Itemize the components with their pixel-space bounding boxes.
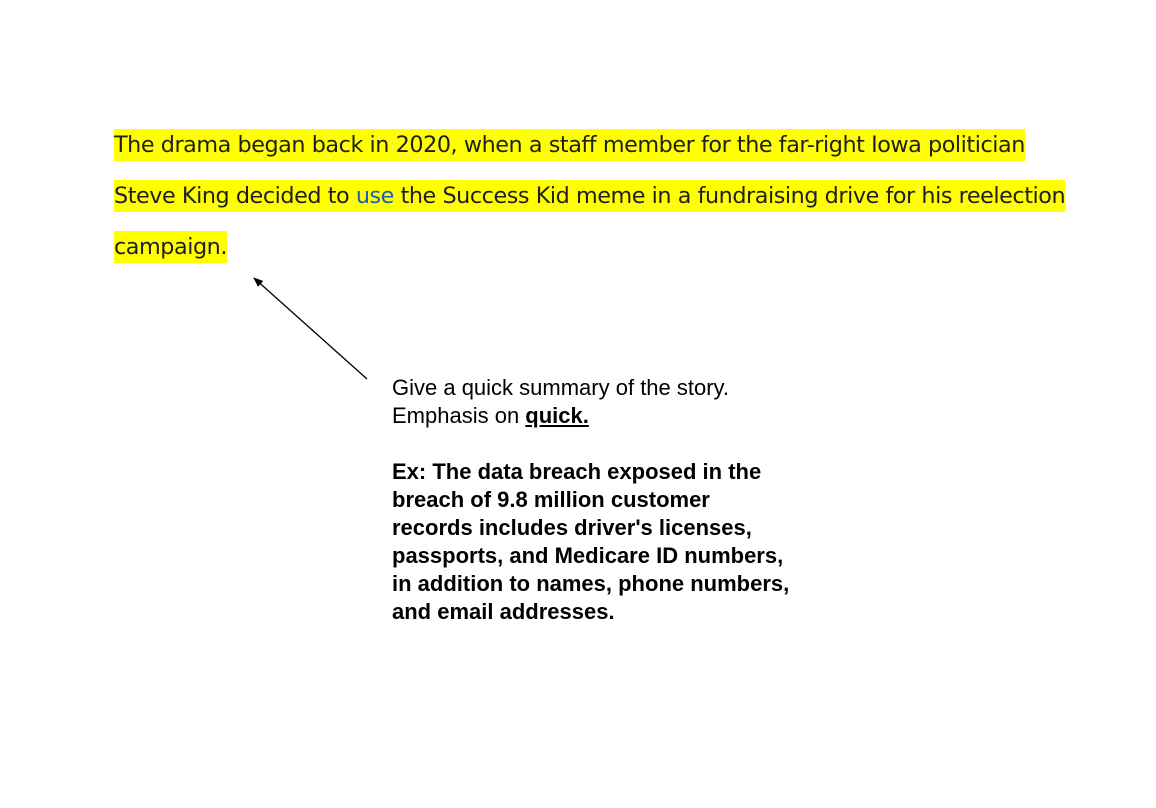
use-link[interactable]: use xyxy=(355,183,394,209)
arrow-line xyxy=(254,278,367,379)
paragraph-line-2 xyxy=(114,171,1074,222)
note-example: Ex: The data breach exposed in the breach of 9.8 million customer records includes driver's licenses, passports, and Medicare ID numbers, in addition to names, phone numbers, and email addresses. xyxy=(392,459,790,624)
line-2-after-link: the Success Kid meme in a fundraising drive for his reelection xyxy=(393,183,1066,209)
note-emphasis-line: Emphasis on quick. xyxy=(392,403,589,428)
quick-emphasis: quick. xyxy=(525,403,589,428)
paragraph-line-3: campaign. xyxy=(114,222,1074,273)
note-instruction: Give a quick summary of the story. xyxy=(392,375,730,400)
highlighted-paragraph xyxy=(114,120,1074,273)
paragraph-line-1: The drama began back in 2020, when a staff member for the far-right Iowa politician xyxy=(114,120,1074,171)
line-2-before-link: Steve King decided to xyxy=(114,183,356,209)
annotation-note xyxy=(392,374,812,626)
